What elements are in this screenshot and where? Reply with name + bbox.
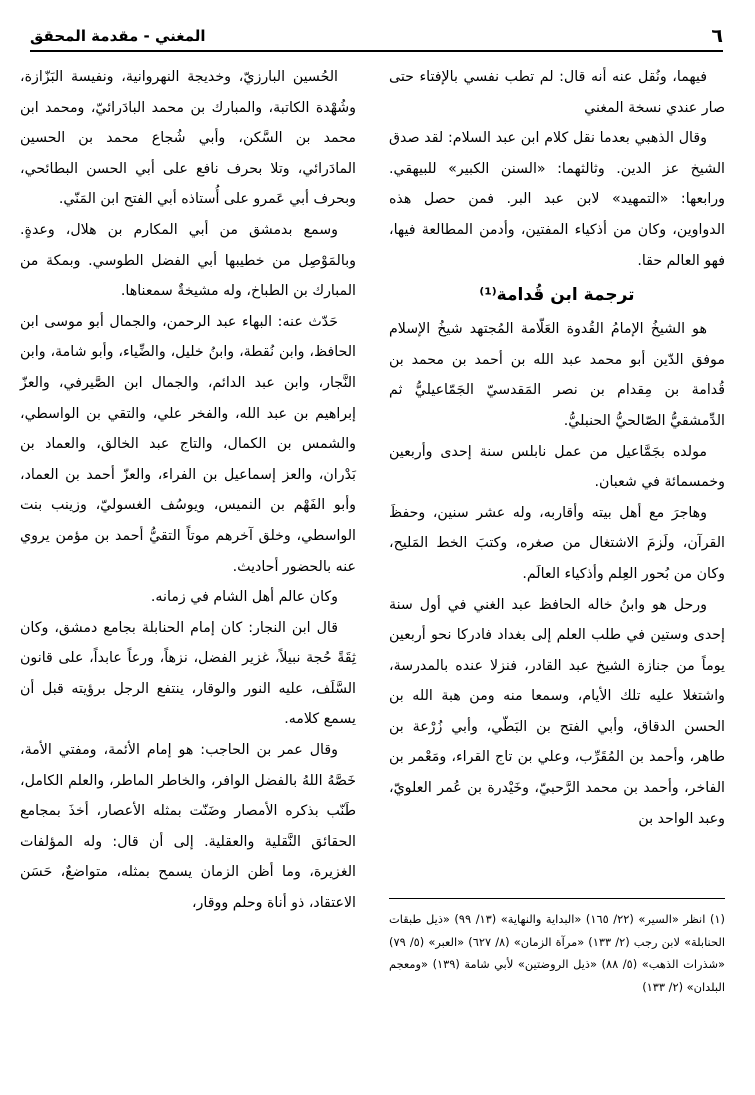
footnote-divider <box>389 898 725 899</box>
running-header <box>30 22 723 52</box>
footnote: (١) انظر «السير» (٢٢/ ١٦٥) «البداية والنهاية» (١٣/ ٩٩) «ذيل طبقات الحنابلة» لابن رجب (٢/ ١٣٣) «مرآة الزمان» (٨/ ٦٢٧) «العبر» (٥/ ٧٩) «شذرات الذهب» (٥/ ٨٨) «ذيل الروضتين» لأبي شامة (١٣٩) «ومعجم البلدان» (٢/ ١٣٣) <box>389 912 725 994</box>
paragraph: فيهما، ونُقل عنه أنه قال: لم تطب نفسي بالإفتاء حتى صار عندي نسخة المغني <box>389 69 725 116</box>
left-column <box>20 62 356 919</box>
page-number: ٦ <box>711 25 723 47</box>
footnotes <box>389 908 725 998</box>
paragraph: ورحل هو وابنُ خاله الحافظ عبد الغني في أول سنة إحدى وستين في طلب العلم إلى بغداد فادركا نحو أربعين يوماً من جنازة الشيخ عبد القادر، فنزلا عنده بالمدرسة، واشتغلا عليه تلك الأيام، وسمعا منه ومن هبة الله بن الحسن الدقاق، وأبي الفتح بن البَطّي، وأبي زُرْعة بن طاهر، وأحمد بن المُقَرِّب، وعلي بن تاج القراء، ومَعْمر بن الفاخر، وأحمد بن محمد الرَّحبيّ، وخَيْدرة بن عُمر العلويّ، وعبد الواحد بن <box>389 596 725 827</box>
paragraph: مولده بجَمَّاعيل من عمل نابلس سنة إحدى وأربعين وخمسمائة في شعبان. <box>389 443 725 491</box>
section-heading: ترجمة ابن قُدامة⁽¹⁾ <box>479 285 635 306</box>
paragraph: قال ابن النجار: كان إمام الحنابلة بجامع دمشق، وكان ثِقَةً حُجة نبيلاً، غزير الفضل، نزهاً، ورعاً عابداً، على قانون السَّلَف، عليه النور والوقار، ينتفع الرجل برؤيته قبل أن يسمع كلامه. <box>20 619 356 728</box>
paragraph: الحُسين البارزيّ، وخديجة النهروانية، ونفيسة البَزّازة، وشُهْدة الكاتبة، والمبارك بن محمد البادَرائيّ، ومحمد ابن محمد بن السَّكن، وأبي شُجاع محمد بن الحسين المادَرائي، وتلا بحرف نافع على أبي الحسن البطائحي، وبحرف أبي عَمرو على أُستاذه أبي الفتح ابن المَنّي. <box>20 69 356 208</box>
paragraph: حَدّث عنه: البهاء عبد الرحمن، والجمال أبو موسى ابن الحافظ، وابن نُقطة، وابنُ خليل، والضِّياء، وأبو شامة، وابن النَّجار، وابن عبد الدائم، والجمال ابن الصَّيرفي، والعزّ إبراهيم بن عبد الله، والفخر علي، والتقي بن الواسطي، والشمس بن الكمال، والتاج عبد الخالق، والعماد بن بَدْران، والعز إسماعيل بن الفراء، والعزّ أحمد بن العماد، وأبو الفَهْم بن النميس، ويوسُف الغسوليّ، وزينب بنت الواسطي، وخلق آخرهم موتاً التقيُّ أحمد بن مؤمن يروي عنه بالحضور أحاديث. <box>20 313 356 575</box>
paragraph: وقال الذهبي بعدما نقل كلام ابن عبد السلام: لقد صدق الشيخ عز الدين. وثالثهما: «السنن الكبير» للبيهقي. ورابعها: «التمهيد» لابن عبد البر. فمن حصل هذه الدواوين، وكان من أذكياء المفتين، وأدمن المطالعة فيها، فهو العالم حقا. <box>389 130 725 269</box>
paragraph: هو الشيخُ الإمامُ القُدوة العَلّامة المُجتهد شيخُ الإسلام موفق الدّين أبو محمد عبد الله بن أحمد بن محمد بن قُدامة بن مِقدام بن نصر المَقدسيّ الجَمّاعيليُّ ثم الدِّمشقيُّ الصّالحيُّ الحنبليُّ. <box>389 321 725 429</box>
paragraph: وهاجرَ مع أهل بيته وأقاربه، وله عشر سنين، وحفظَ القرآن، ولَزمَ الاشتغال من صغره، وكتبَ الخط المَليح، وكان من بُحور العِلم وأذكياء العالَم. <box>389 504 725 582</box>
paragraph: وسمع بدمشق من أبي المكارم بن هلال، وعدةٍ. وبالمَوْصِل من خطيبها أبي الفضل الطوسي. وبمكة من المبارك بن الطباخ، وله مشيخةٌ سمعناها. <box>20 221 356 300</box>
paragraph: وقال عمر بن الحاجب: هو إمام الأئمة، ومفتي الأمة، خَصَّهُ اللهُ بالفضل الوافر، والخاطر الماطر، والعلم الكامل، طَنّب بذكره الأمصار وضَنّت بمثله الأعصار، أخذَ بمجامع الحقائق النَّقلية والعقلية. إلى أن قال: وله المؤلفات الغزيرة، وما أظن الزمان يسمح بمثله، متواضعٌ، حَسَن الاعتقاد، ذو أناة وحلم ووقار، <box>20 742 356 912</box>
paragraph: وكان عالم أهل الشام في زمانه. <box>150 589 338 606</box>
page-header-title: المغني - مقدمة المحقق <box>30 27 206 45</box>
right-column <box>389 62 725 834</box>
